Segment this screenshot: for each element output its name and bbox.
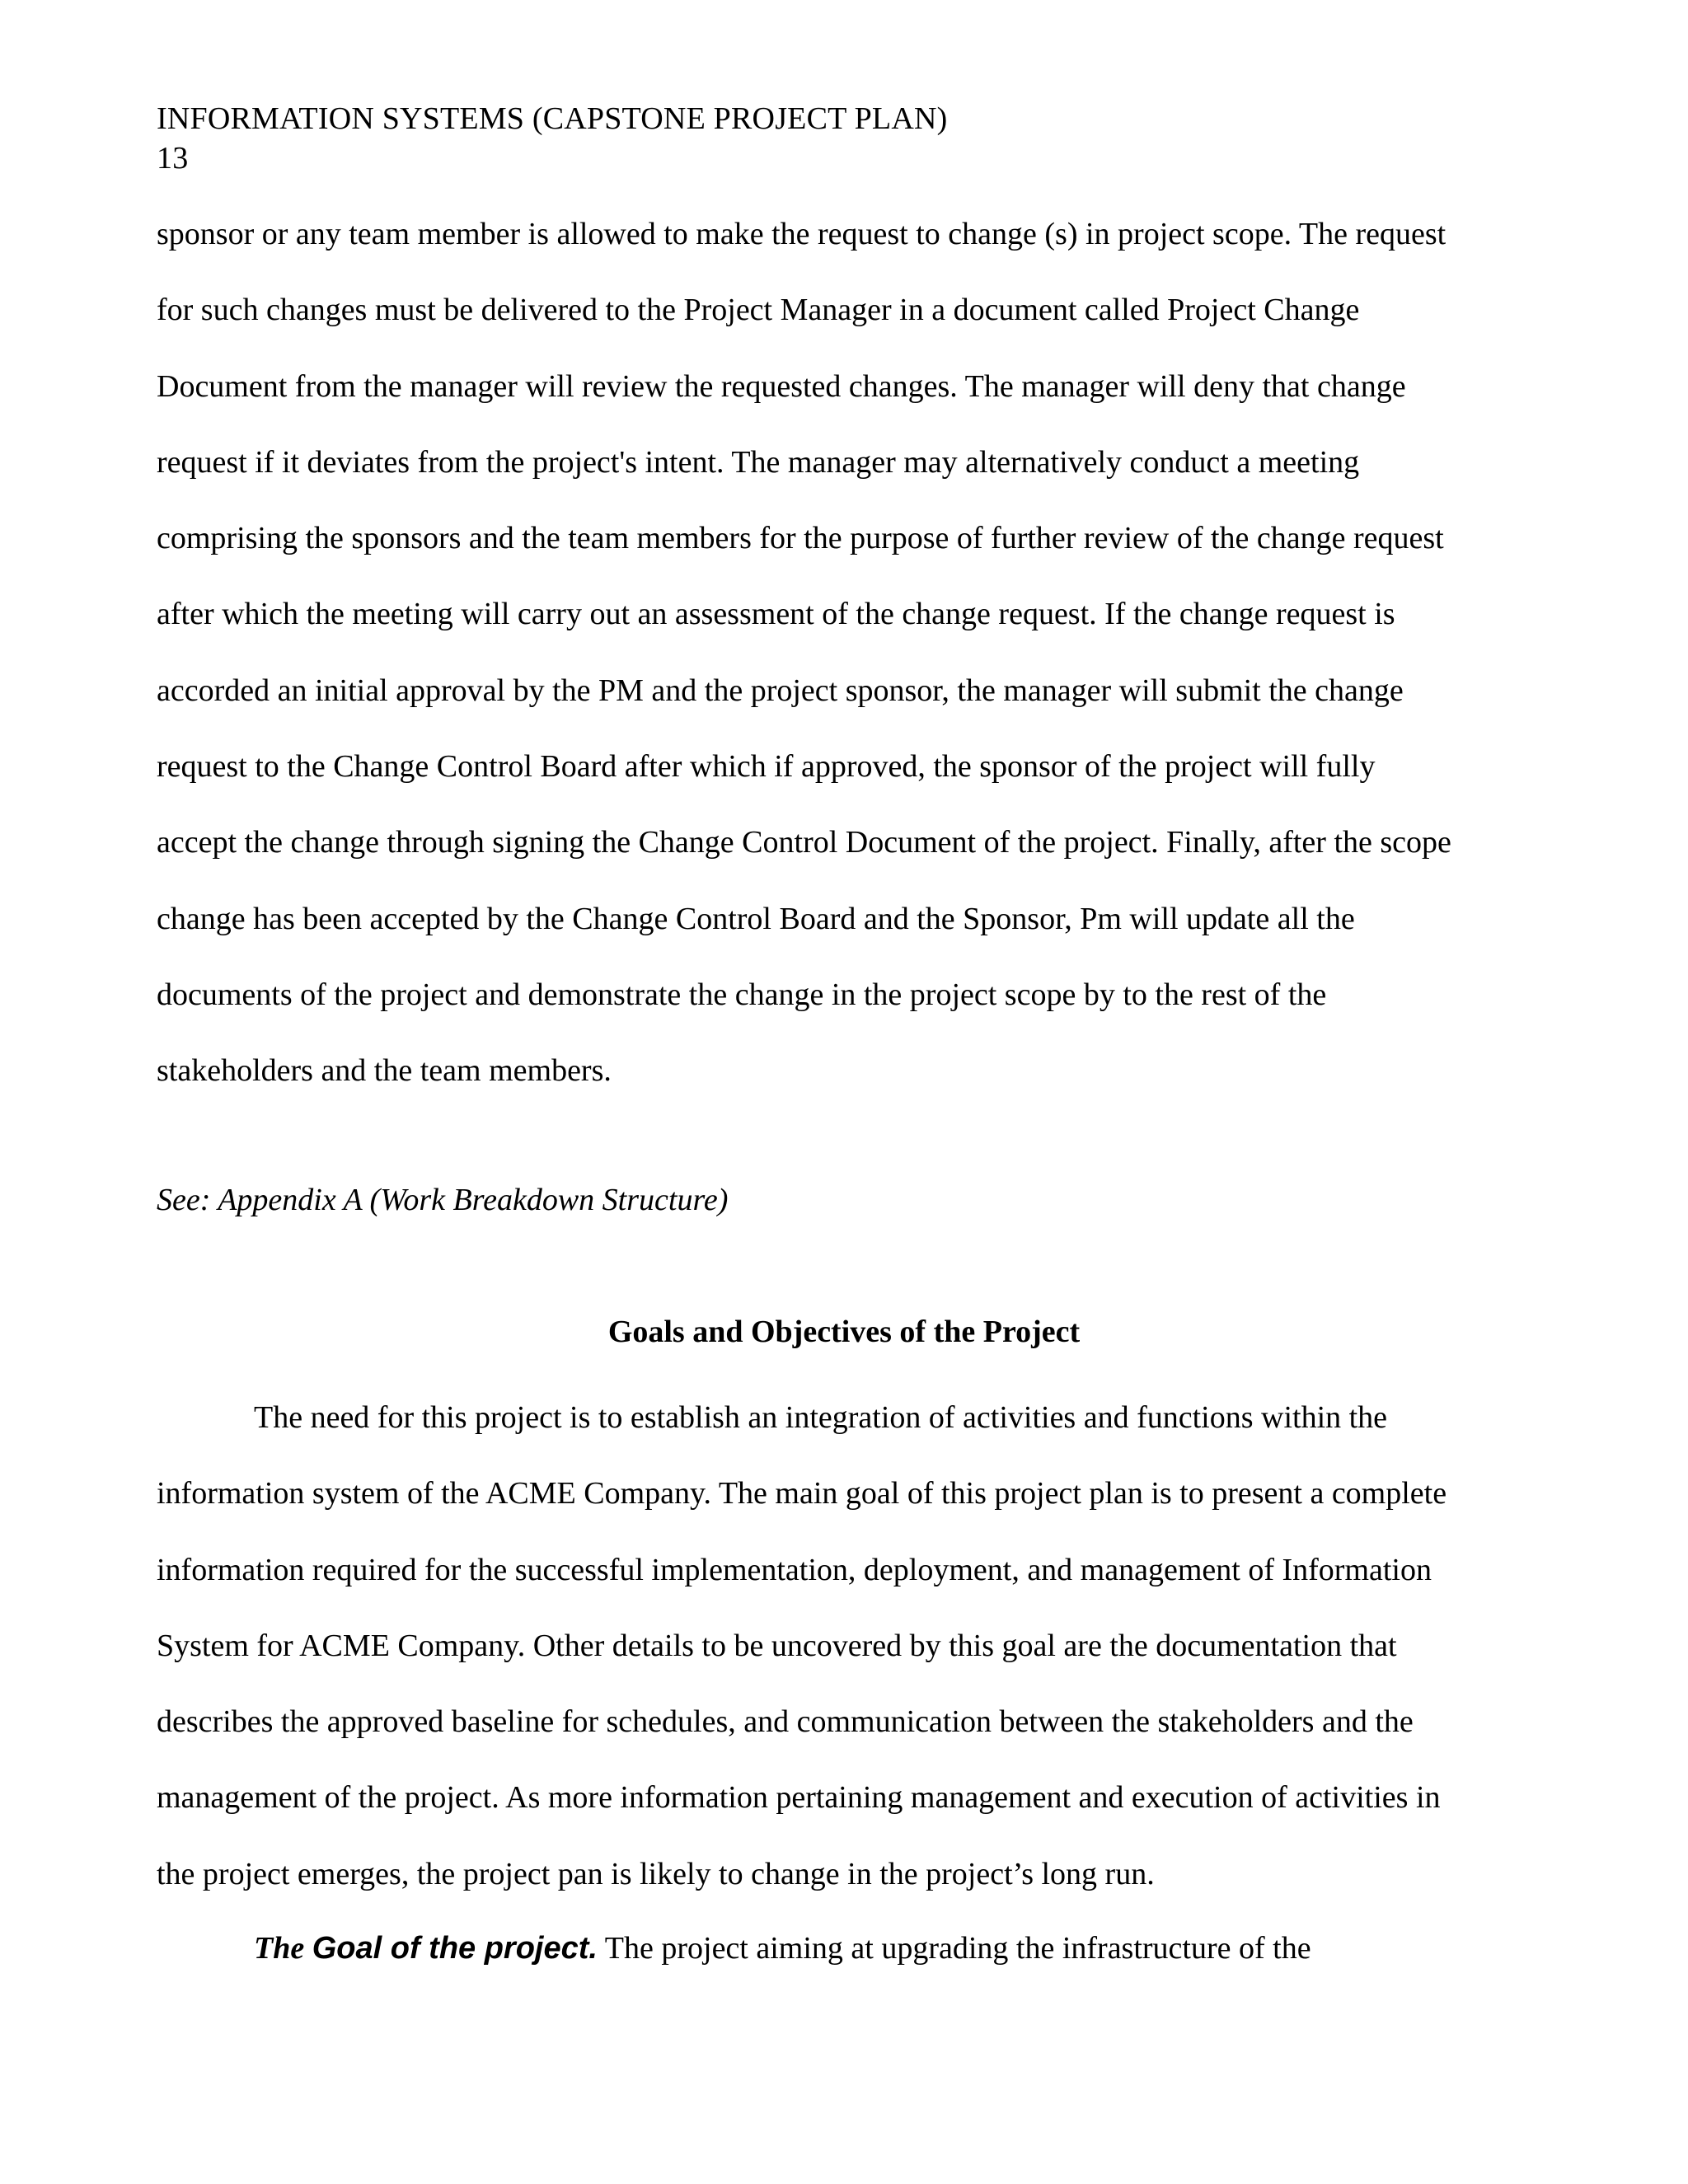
page-number: 13: [157, 141, 189, 176]
paragraph-line: comprising the sponsors and the team members for the purpose of further review of the change request: [157, 521, 1444, 556]
paragraph-line: Document from the manager will review the requested changes. The manager will deny that change: [157, 368, 1406, 404]
paragraph-line: System for ACME Company. Other details to be uncovered by this goal are the documentation that: [157, 1628, 1397, 1663]
paragraph-text: The project aiming at upgrading the infrastructure of the: [597, 1931, 1311, 1966]
paragraph-line: change has been accepted by the Change Control Board and the Sponsor, Pm will update all the: [157, 901, 1355, 936]
paragraph-project-need: [157, 1380, 1541, 1912]
paragraph-line: documents of the project and demonstrate the change in the project scope by to the rest of the: [157, 977, 1327, 1012]
running-head: [157, 99, 947, 178]
paragraph-change-request: [157, 196, 1541, 1109]
running-head-title: INFORMATION SYSTEMS (CAPSTONE PROJECT PLAN): [157, 101, 948, 136]
paragraph-line: The need for this project is to establish an integration of activities and functions within the: [254, 1400, 1388, 1435]
paragraph-line: stakeholders and the team members.: [157, 1053, 612, 1089]
paragraph-line: management of the project. As more information pertaining management and execution of activities in: [157, 1780, 1441, 1816]
paragraph-line: describes the approved baseline for schedules, and communication between the stakeholders and the: [157, 1704, 1414, 1740]
paragraph-line: request to the Change Control Board after which if approved, the sponsor of the project will fully: [157, 749, 1376, 785]
paragraph-line: accept the change through signing the Change Control Document of the project. Finally, after the scope: [157, 825, 1451, 860]
paragraph-line: [157, 1910, 1541, 1986]
section-heading: Goals and Objectives of the Project: [607, 1315, 1081, 1349]
paragraph-line: after which the meeting will carry out an assessment of the change request. If the change request is: [157, 597, 1395, 632]
paragraph-line: for such changes must be delivered to the Project Manager in a document called Project Change: [157, 293, 1360, 328]
paragraph-line: accorded an initial approval by the PM and the project sponsor, the manager will submit the change: [157, 673, 1404, 708]
paragraph-line: the project emerges, the project pan is likely to change in the project’s long run.: [157, 1856, 1155, 1891]
paragraph-line: information system of the ACME Company. The main goal of this project plan is to present a complete: [157, 1476, 1447, 1511]
paragraph-line: information required for the successful implementation, deployment, and management of Information: [157, 1552, 1432, 1587]
paragraph-goal-of-project: [157, 1910, 1541, 1986]
paragraph-line: request if it deviates from the project's intent. The manager may alternatively conduct a meeting: [157, 444, 1360, 480]
paragraph-line: sponsor or any team member is allowed to make the request to change (s) in project scope. The request: [157, 217, 1447, 251]
run-in-heading-goal: Goal of the project.: [312, 1931, 598, 1966]
run-in-heading-the: The: [254, 1931, 305, 1966]
appendix-reference: See: Appendix A (Work Breakdown Structure): [157, 1183, 729, 1217]
